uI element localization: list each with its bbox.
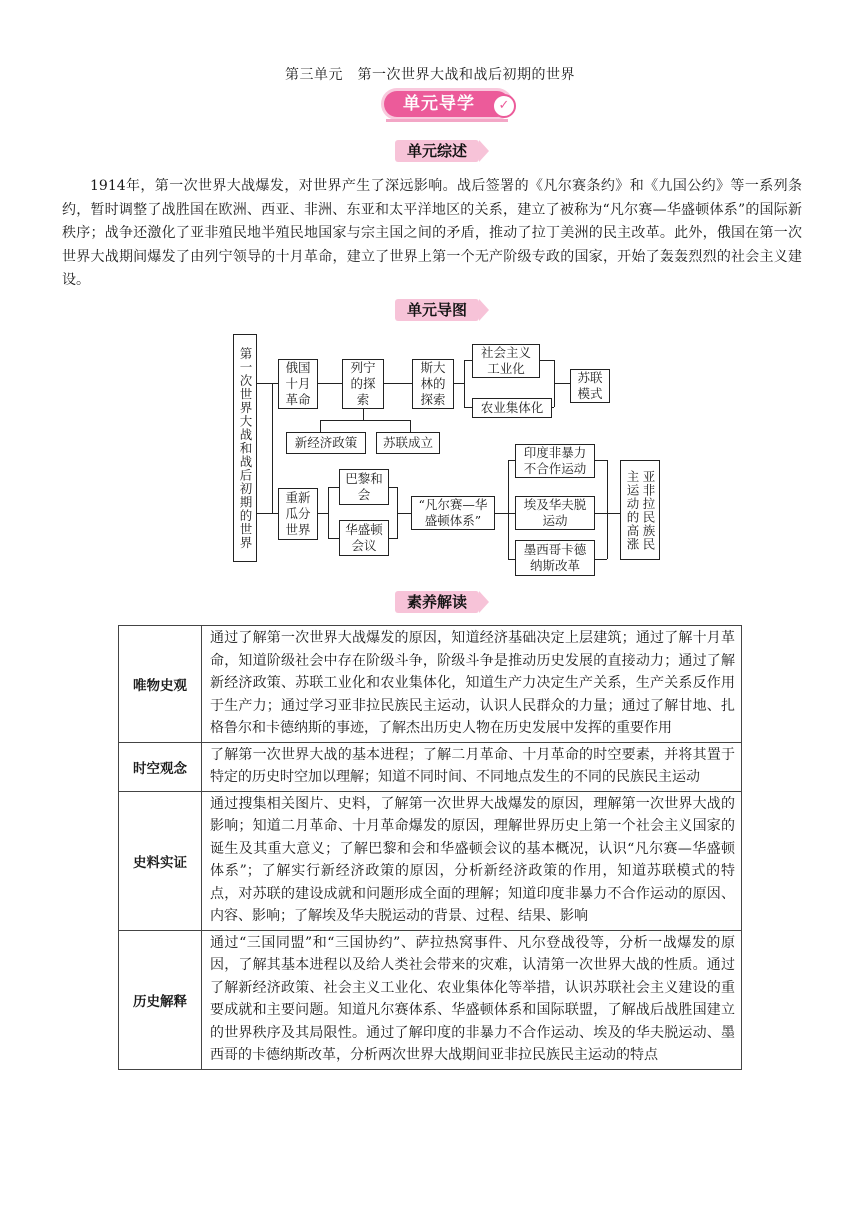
check-icon: ✓ <box>492 94 516 118</box>
node-nep: 新经济政策 <box>286 432 366 454</box>
node-soviet-model: 苏联模式 <box>570 369 610 403</box>
node-lenin-exploration: 列宁的探索 <box>342 359 384 409</box>
node-egypt-wafd: 埃及华夫脱运动 <box>515 496 595 530</box>
arrow-icon <box>479 140 489 162</box>
row-key: 唯物史观 <box>119 626 202 743</box>
node-washington-conference: 华盛顿会议 <box>339 520 389 556</box>
table-row <box>119 930 742 1069</box>
node-october-revolution: 俄国十月革命 <box>278 359 318 409</box>
row-text: 通过“三国同盟”和“三国协约”、萨拉热窝事件、凡尔登战役等，分析一战爆发的原因，了解其基本进程以及给人类社会带来的灾难，认清第一次世界大战的性质。通过了解新经济政策、社会主义工业化、农业集体化等举措，认识苏联社会主义建设的重要成就和主要问题。知道凡尔赛体系、华盛顿体系和国际联盟，了解战后战胜国建立的世界秩序及其局限性。通过了解印度的非暴力不合作运动、埃及的华夫脱运动、墨西哥的卡德纳斯改革，分析两次世界大战期间亚非拉民族民主运动的特点 <box>202 930 742 1069</box>
arrow-icon <box>479 591 489 613</box>
table-row <box>119 742 742 791</box>
arrow-icon <box>479 299 489 321</box>
node-india-movement: 印度非暴力不合作运动 <box>515 444 595 478</box>
node-redivide-world: 重新瓜分世界 <box>278 488 318 540</box>
node-industrialization: 社会主义工业化 <box>472 344 540 378</box>
unit-guide-banner <box>380 87 528 123</box>
banner-stripe <box>386 119 508 122</box>
table-row <box>119 791 742 930</box>
node-stalin-exploration: 斯大林的探索 <box>412 359 454 409</box>
row-text: 通过搜集相关图片、史料，了解第一次世界大战爆发的原因，理解第一次世界大战的影响；知道二月革命、十月革命爆发的原因，理解世界历史上第一个社会主义国家的诞生及其重大意义；了解巴黎和会和华盛顿会议的基本概况，认识“凡尔赛—华盛顿体系”；了解实行新经济政策的原因，分析新经济政策的作用，知道苏联模式的特点，对苏联的建设成就和问题形成全面的理解；知道印度非暴力不合作运动的原因、内容、影响；了解埃及华夫脱运动的背景、过程、结果、影响 <box>202 791 742 930</box>
node-ussr-founded: 苏联成立 <box>376 432 440 454</box>
literacy-table <box>118 625 742 1070</box>
row-key: 历史解释 <box>119 930 202 1069</box>
mindmap-root: 第一次世界大战和战后初期的世界 <box>233 334 257 562</box>
row-key: 史料实证 <box>119 791 202 930</box>
node-versailles-washington-system: “凡尔赛—华盛顿体系” <box>411 496 495 530</box>
row-text: 通过了解第一次世界大战爆发的原因，知道经济基础决定上层建筑；通过了解十月革命，知道阶级社会中存在阶级斗争，阶级斗争是推动历史发展的直接动力；通过了解新经济政策、苏联工业化和农业集体化，知道生产力决定生产关系，生产关系反作用于生产力；通过学习亚非拉民族民主运动，认识人民群众的力量；通过了解甘地、扎格鲁尔和卡德纳斯的事迹，了解杰出历史人物在历史发展中发挥的重要作用 <box>202 626 742 743</box>
node-national-movements: 亚非拉民族民主运动的高涨 <box>620 460 660 560</box>
unit-title: 第三单元 第一次世界大战和战后初期的世界 <box>285 67 575 83</box>
node-collectivization: 农业集体化 <box>472 398 552 418</box>
row-key: 时空观念 <box>119 742 202 791</box>
row-text: 了解第一次世界大战的基本进程；了解二月革命、十月革命的时空要素，并将其置于特定的历史时空加以理解；知道不同时间、不同地点发生的不同的民族民主运动 <box>202 742 742 791</box>
node-paris-conference: 巴黎和会 <box>339 469 389 505</box>
table-row <box>119 626 742 743</box>
banner-label: 单元导学 <box>403 94 475 114</box>
node-mexico-reform: 墨西哥卡德纳斯改革 <box>515 540 595 576</box>
overview-text: 1914年，第一次世界大战爆发，对世界产生了深远影响。战后签署的《凡尔赛条约》和《九国公约》等一系列条约，暂时调整了战胜国在欧洲、西亚、非洲、东亚和太平洋地区的关系，建立了被称为“凡尔赛—华盛顿体系”的国际新秩序；战争还激化了亚非殖民地半殖民地国家与宗主国之间的矛盾，推动了拉丁美洲的民主改革。此外，俄国在第一次世界大战期间爆发了由列宁领导的十月革命，建立了世界上第一个无产阶级专政的国家，开始了轰轰烈烈的社会主义建设。 <box>62 178 802 288</box>
